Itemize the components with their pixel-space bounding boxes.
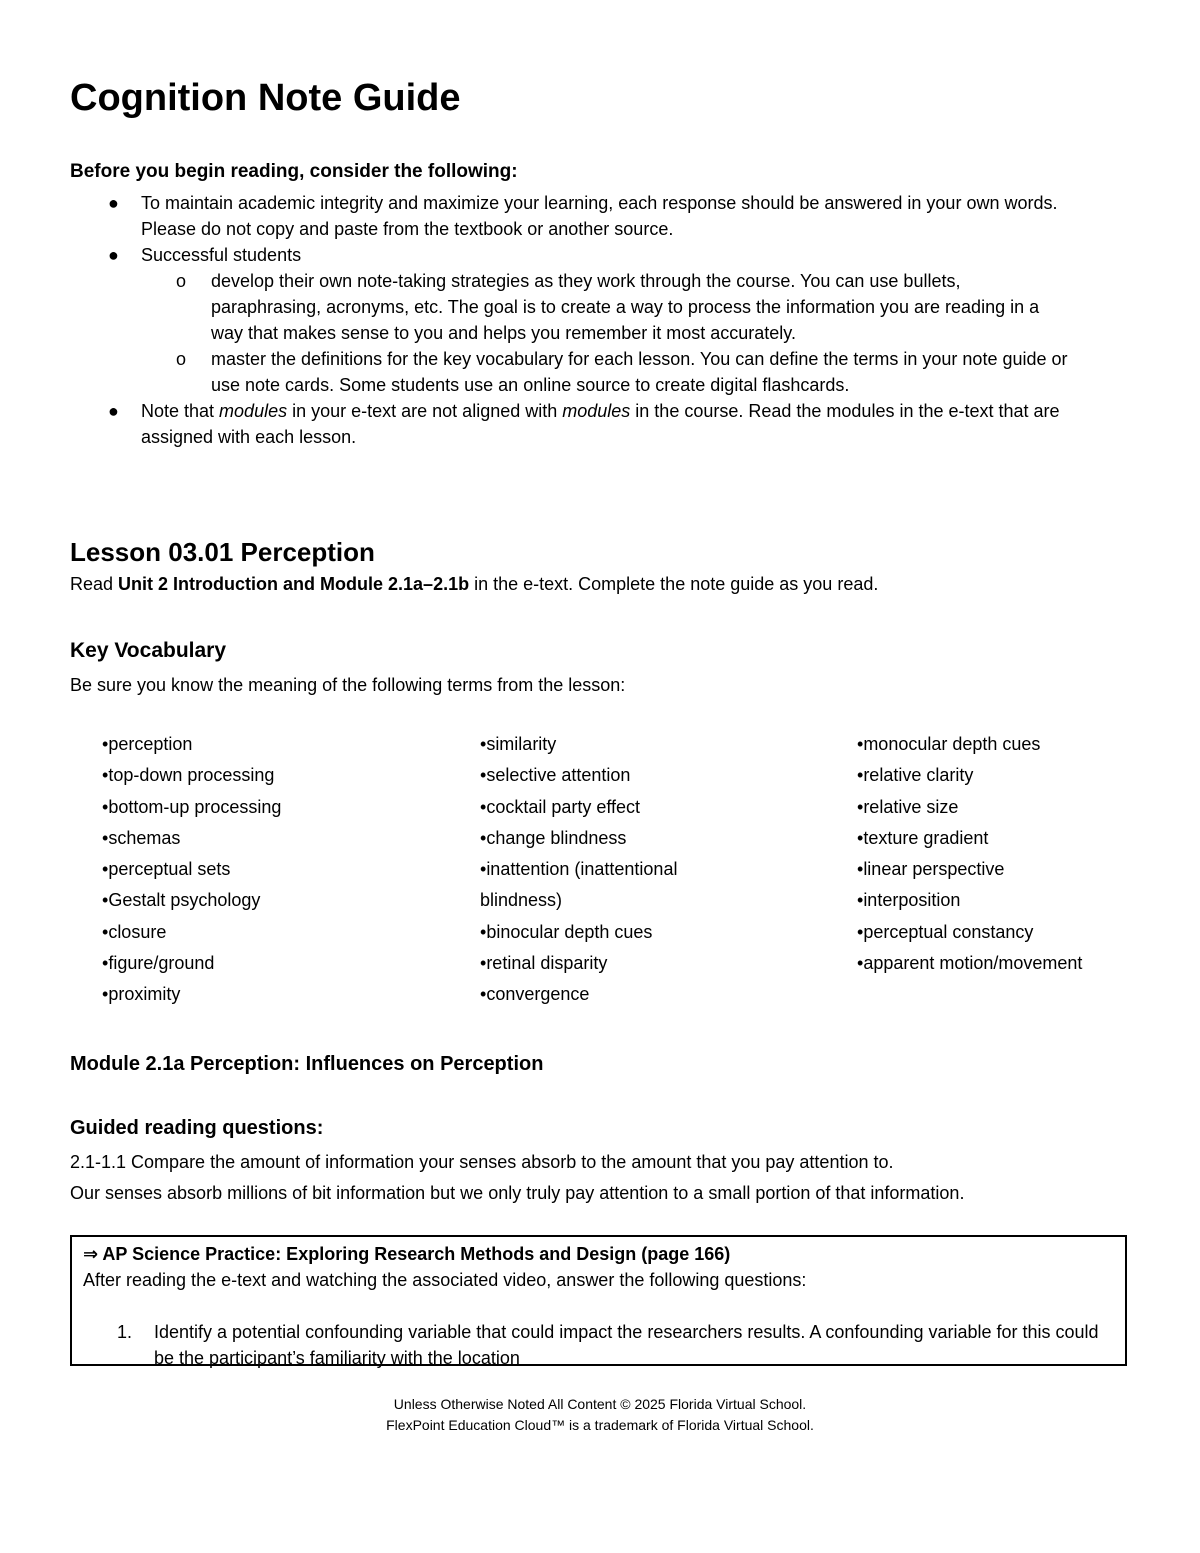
vocab-term: •perceptual constancy <box>857 921 1034 942</box>
vocab-term: •monocular depth cues <box>857 734 1041 754</box>
vocab-term: •closure <box>102 921 167 942</box>
intro-bullet-1: ● To maintain academic integrity and maximize your learning, each response should be answered in your own words. Please do not copy and paste from the textbook or another source. <box>70 190 1070 242</box>
vocab-term: •relative size <box>857 796 959 817</box>
vocab-term: •bottom-up processing <box>102 796 282 817</box>
intro-bullet-3: ● Note that modules in your e-text are not aligned with modules in the course. Read the modules in the e-text that are assigned with each lesson. <box>70 398 1070 450</box>
footer <box>0 1394 1200 1436</box>
bullet-icon: • <box>480 921 487 942</box>
practice-box-instructions: After reading the e-text and watching the associated video, answer the following questions: <box>83 1270 807 1290</box>
module-title: Module 2.1a Perception: Influences on Perception <box>70 1053 544 1075</box>
vocab-term: •figure/ground <box>102 953 215 974</box>
bullet-icon: ● <box>108 193 119 213</box>
bullet-icon: • <box>102 921 109 942</box>
bullet-icon: • <box>102 890 109 911</box>
vocab-term: blindness) <box>480 890 563 911</box>
bullet-icon: • <box>480 984 487 1005</box>
ap-science-practice-box <box>70 1235 1127 1366</box>
student-answer[interactable]: Our senses absorb millions of bit information but we only truly pay attention to a small portion of that information. <box>70 1183 965 1203</box>
bullet-icon: • <box>857 765 864 786</box>
key-vocabulary-heading: Key Vocabulary <box>70 639 227 662</box>
bullet-icon: • <box>857 796 864 817</box>
lesson-reading-instruction: Read Unit 2 Introduction and Module 2.1a–2.1b in the e-text. Complete the note guide as you read. <box>70 574 879 594</box>
vocab-term: •interposition <box>857 890 961 911</box>
bullet-icon: • <box>857 890 864 911</box>
circle-bullet-icon: o <box>176 271 187 291</box>
vocab-term: •cocktail party effect <box>480 796 641 817</box>
bullet-icon: • <box>857 859 864 880</box>
vocab-term: •apparent motion/movement <box>857 953 1083 974</box>
bullet-icon: • <box>102 734 109 754</box>
bullet-icon: • <box>480 765 487 786</box>
practice-question-1 <box>117 1319 1107 1371</box>
vocab-term: •binocular depth cues <box>480 921 653 942</box>
vocab-term: •change blindness <box>480 827 627 848</box>
bullet-icon: • <box>102 984 109 1005</box>
circle-bullet-icon: o <box>176 349 187 369</box>
intro-bullet-2: ● Successful students <box>70 242 1070 268</box>
bullet-icon: • <box>102 953 109 974</box>
bullet-icon: • <box>102 765 109 786</box>
intro-sub-bullet-1: o develop their own note-taking strategies as they work through the course. You can use bullets, paraphrasing, acronyms, etc. The goal is to create a way to process the information you are reading in a way that makes sense to you and helps you remember it most accurately. <box>70 268 1070 346</box>
bullet-icon: ● <box>108 401 119 421</box>
practice-box-title: ⇒ AP Science Practice: Exploring Research Methods and Design (page 166) <box>83 1244 731 1264</box>
lesson-title: Lesson 03.01 Perception <box>70 537 375 567</box>
vocab-term: •retinal disparity <box>480 953 608 974</box>
intro-heading: Before you begin reading, consider the following: <box>70 161 518 182</box>
bullet-icon: • <box>857 953 864 974</box>
bullet-icon: • <box>480 734 487 754</box>
question-number: 1. <box>117 1322 133 1342</box>
vocab-term: •similarity <box>480 734 557 754</box>
bullet-icon: • <box>480 859 487 880</box>
guided-reading-heading: Guided reading questions: <box>70 1117 324 1139</box>
bullet-icon: • <box>102 796 109 817</box>
key-vocabulary-intro: Be sure you know the meaning of the following terms from the lesson: <box>70 675 626 695</box>
intro-sub-bullet-2: o master the definitions for the key vocabulary for each lesson. You can define the terms in your note guide or use note cards. Some students use an online source to create digital flashcards. <box>70 346 1070 398</box>
footer-copyright: Unless Otherwise Noted All Content © 2025 Florida Virtual School. <box>393 1396 807 1412</box>
bullet-icon: • <box>102 859 109 880</box>
vocab-term: •relative clarity <box>857 765 974 786</box>
vocabulary-column-2 <box>480 729 677 1011</box>
vocab-term: •schemas <box>102 827 181 848</box>
vocabulary-column-3 <box>857 729 1082 979</box>
intro-list <box>70 190 1070 450</box>
vocab-term: •top-down processing <box>102 765 275 786</box>
footer-trademark: FlexPoint Education Cloud™ is a trademark of Florida Virtual School. <box>386 1417 814 1433</box>
vocab-term: •texture gradient <box>857 827 989 848</box>
bullet-icon: • <box>480 827 487 848</box>
question-text[interactable]: Identify a potential confounding variable that could impact the researchers results. A confounding variable for this could be the participant’s familiarity with the location <box>154 1322 1099 1368</box>
vocab-term: •perceptual sets <box>102 859 231 880</box>
vocab-term: •selective attention <box>480 765 631 786</box>
bullet-icon: • <box>480 796 487 817</box>
vocab-term: •inattention (inattentional <box>480 859 678 880</box>
bullet-icon: • <box>857 921 864 942</box>
bullet-icon: • <box>102 827 109 848</box>
page-title: Cognition Note Guide <box>70 77 461 119</box>
vocab-term: •proximity <box>102 984 181 1005</box>
vocab-term: •convergence <box>480 984 590 1005</box>
vocab-term: •perception <box>102 734 193 754</box>
vocab-term: •Gestalt psychology <box>102 890 261 911</box>
vocabulary-column-1 <box>102 729 281 1011</box>
bullet-icon: ● <box>108 245 119 265</box>
bullet-icon: • <box>480 953 487 974</box>
vocab-term: •linear perspective <box>857 859 1005 880</box>
guided-question: 2.1-1.1 Compare the amount of information your senses absorb to the amount that you pay attention to. <box>70 1152 894 1172</box>
bullet-icon: • <box>857 827 864 848</box>
bullet-icon: • <box>857 734 864 754</box>
